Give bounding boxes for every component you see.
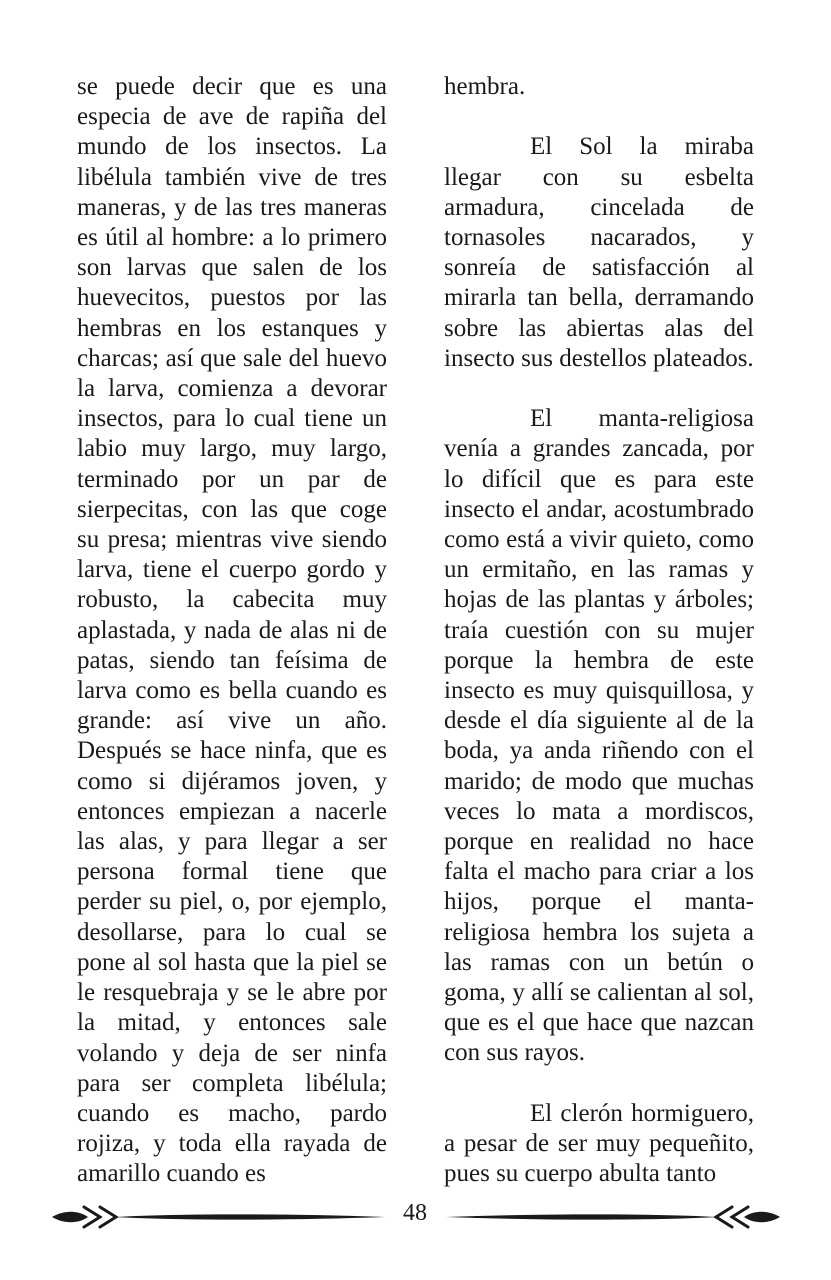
paragraph: hembra. — [444, 73, 526, 100]
paragraph: El manta-religiosa venía a grandes zancada, por lo difícil que es para este insecto el andar, acostumbrado como está a vivir quieto, como un ermitaño, en las ramas y hojas de las plantas y árboles; traía cuestión con su mujer porque la hembra de este insecto es muy quisquillosa, y desde el día siguiente al de la boda, ya anda riñendo con el marido; de modo que muchas veces lo mata a mordiscos, porque en realidad no hace falta el macho para criar a los hijos, porque el manta-religiosa hembra los sujeta a las ramas con un betún o goma, y allí se calientan al sol, que es el que hace que nazcan con sus rayos. — [444, 405, 754, 1067]
page-footer — [0, 1196, 831, 1240]
paragraph: se puede decir que es una especia de ave de rapiña del mundo de los insectos. La libélula también vive de tres maneras, y de las tres maneras es útil al hombre: a lo primero son larvas que salen de los huevecitos, puestos por las hembras en los estanques y charcas; así que sale del huevo la larva, comienza a devorar insectos, para lo cual tiene un labio muy largo, muy largo, terminado por un par de sierpecitas, con las que coge su presa; mientras vive siendo larva, tiene el cuerpo gordo y robusto, la cabecita muy aplastada, y nada de alas ni de patas, siendo tan feísima de larva como es bella cuando es grande: así vive un año. Después se hace ninfa, que es como si dijéramos joven, y entonces empiezan a nacerle las alas, y para llegar a ser persona formal tiene que perder su piel, o, por ejemplo, desollarse, para lo cual se pone al sol hasta que la piel se le resquebraja y se le abre por la mitad, y entonces sale volando y deja de ser ninfa para ser completa libélula; cuando es macho, pardo rojiza, y toda ella rayada de amarillo cuando es — [77, 73, 387, 1188]
left-text-column — [77, 72, 387, 1190]
paragraph: El clerón hormiguero, a pesar de ser muy pequeñito, pues su cuerpo abulta tanto — [444, 1099, 754, 1188]
right-text-column — [444, 72, 754, 1189]
paragraph: El Sol la miraba llegar con su esbelta armadura, cincelada de tornasoles nacarados, y sonreía de satisfacción al mirarla tan bella, derramando sobre las abiertas alas del insecto sus destellos plateados. — [444, 133, 754, 372]
ornament-right-icon — [444, 1202, 782, 1232]
ornament-left-icon — [50, 1202, 388, 1232]
page-number: 48 — [403, 1200, 427, 1226]
